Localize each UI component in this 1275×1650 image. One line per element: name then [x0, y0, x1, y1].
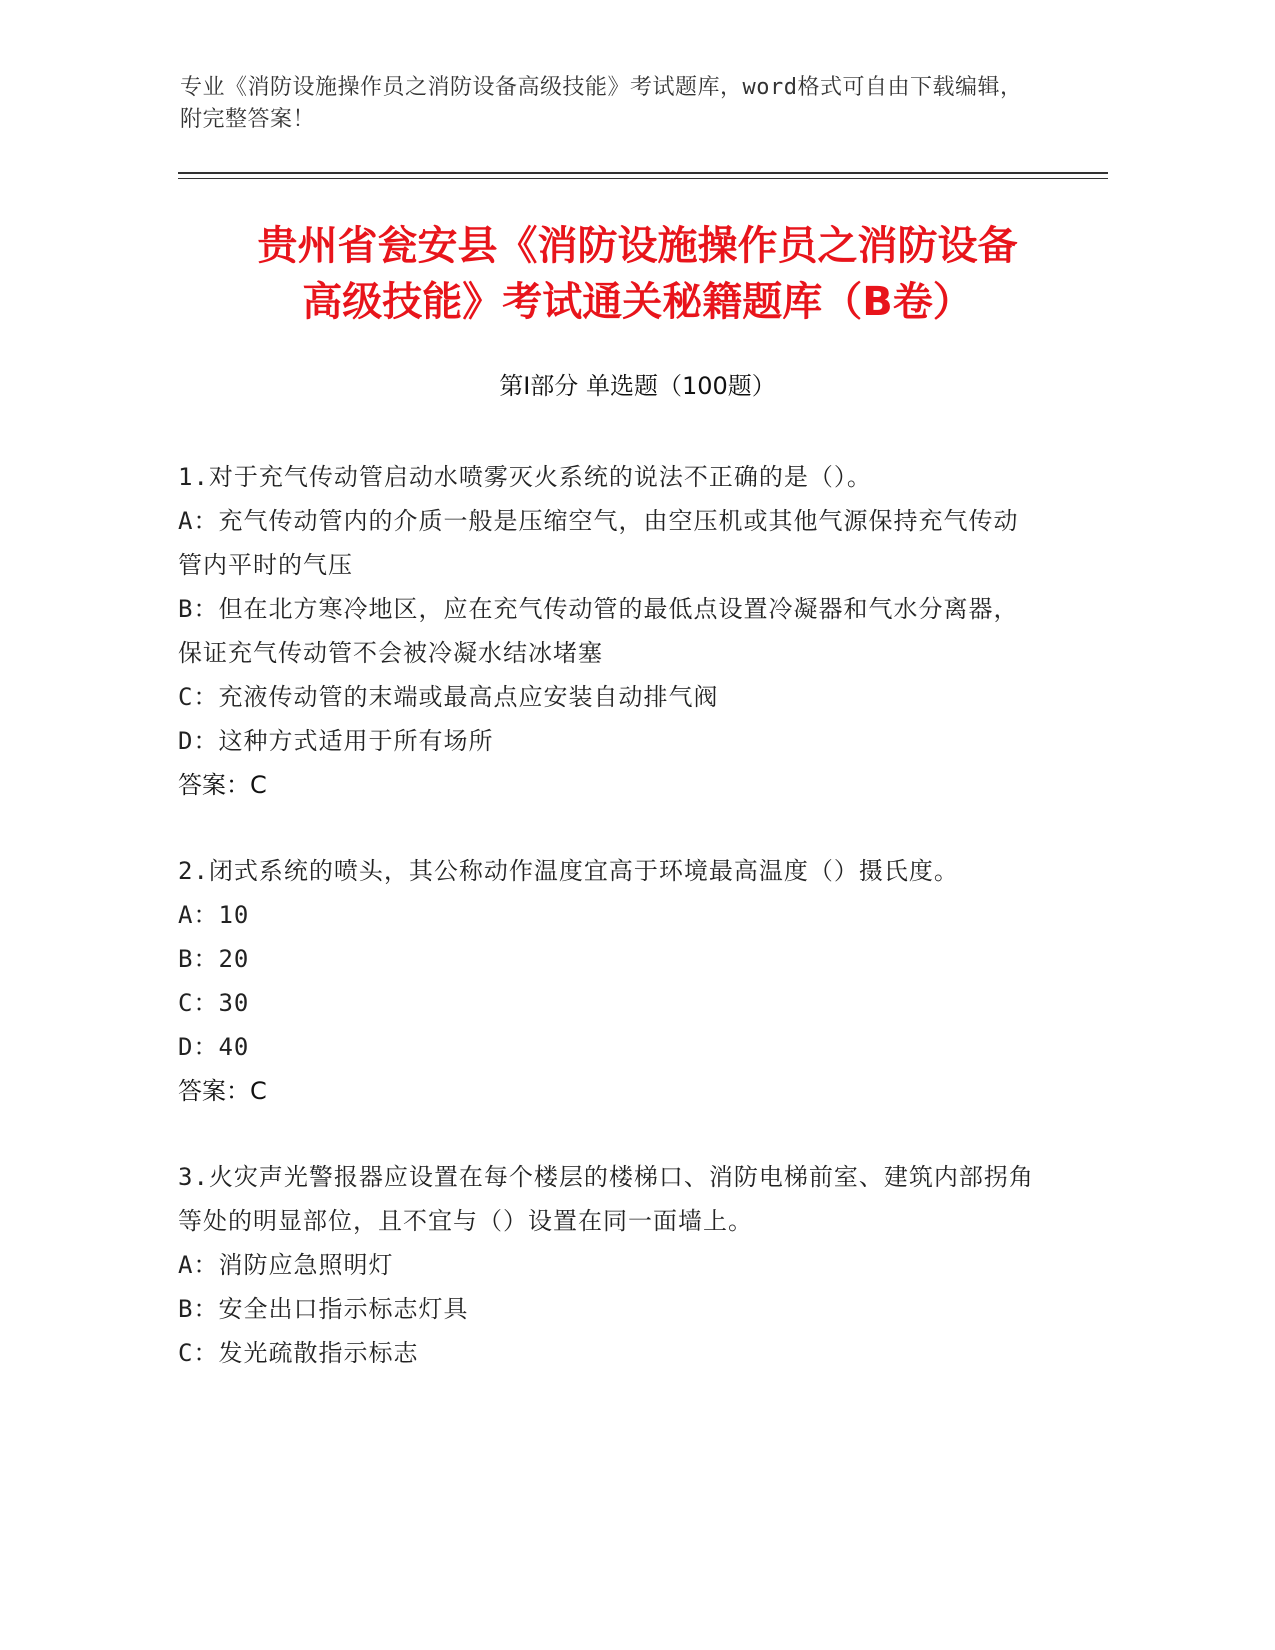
answer: 答案：C — [178, 771, 267, 799]
option-d: D：40 — [178, 1033, 250, 1061]
header-rule-thick — [178, 172, 1108, 174]
option-c: C：30 — [178, 989, 250, 1017]
title-line-2: 高级技能》考试通关秘籍题库（B卷） — [302, 279, 973, 325]
option-d: D：这种方式适用于所有场所 — [178, 727, 494, 755]
answer: 答案：C — [178, 1077, 267, 1105]
section-heading: 第Ⅰ部分 单选题（100题） — [499, 372, 776, 400]
option-a: A：消防应急照明灯 — [178, 1251, 394, 1279]
question-3 — [178, 1155, 1038, 1375]
option-c: C：充液传动管的末端或最高点应安装自动排气阀 — [178, 683, 719, 711]
option-b: B：但在北方寒冷地区，应在充气传动管的最低点设置冷凝器和气水分离器，保证充气传动管不会被冷凝水结冰堵塞 — [178, 595, 1019, 667]
header-rule-thin — [178, 178, 1108, 179]
question-stem: 2.闭式系统的喷头，其公称动作温度宜高于环境最高温度（）摄氏度。 — [178, 857, 959, 885]
question-list — [178, 455, 1038, 1417]
header-note: 专业《消防设施操作员之消防设备高级技能》考试题库，word格式可自由下载编辑，附完整答案！ — [180, 75, 1023, 132]
question-2 — [178, 849, 1038, 1113]
option-a: A：10 — [178, 901, 250, 929]
document-title — [150, 218, 1125, 330]
option-a: A：充气传动管内的介质一般是压缩空气，由空压机或其他气源保持充气传动管内平时的气压 — [178, 507, 1019, 579]
question-stem: 3.火灾声光警报器应设置在每个楼层的楼梯口、消防电梯前室、建筑内部拐角等处的明显部位，且不宜与（）设置在同一面墙上。 — [178, 1163, 1034, 1235]
option-b: B：安全出口指示标志灯具 — [178, 1295, 469, 1323]
option-b: B：20 — [178, 945, 250, 973]
question-1 — [178, 455, 1038, 807]
option-c: C：发光疏散指示标志 — [178, 1339, 419, 1367]
title-line-1: 贵州省瓮安县《消防设施操作员之消防设备 — [257, 223, 1018, 269]
question-stem: 1.对于充气传动管启动水喷雾灭火系统的说法不正确的是（）。 — [178, 463, 872, 491]
